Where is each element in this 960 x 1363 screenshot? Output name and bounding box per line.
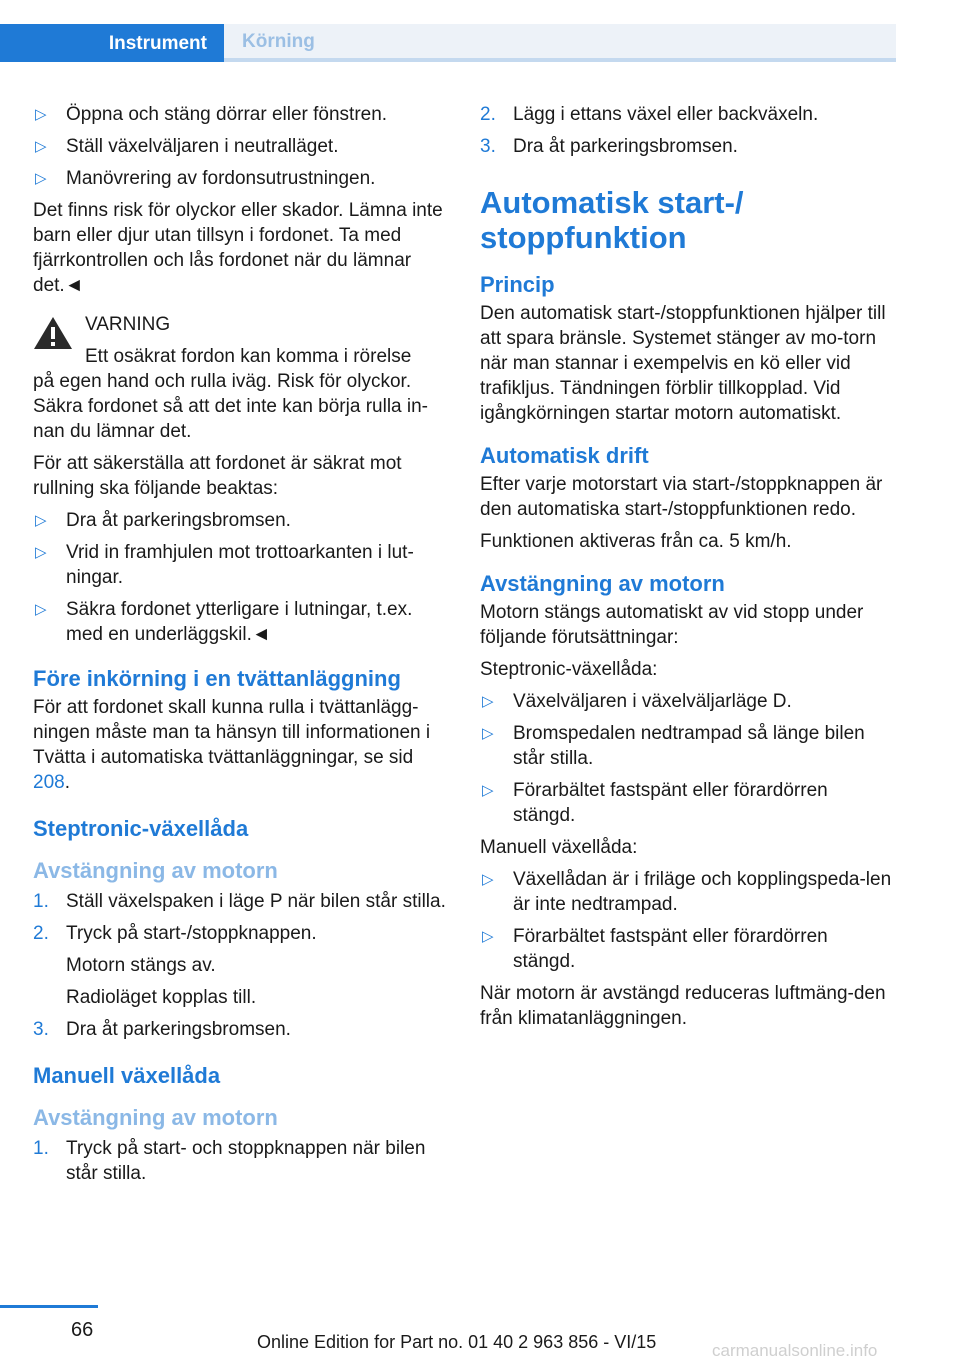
warning-title: VARNING	[85, 314, 171, 335]
triangle-bullet-icon: ▷	[35, 138, 47, 155]
heading-engine-off: Avstängning av motorn	[480, 571, 725, 596]
bullet-list-rolling	[33, 508, 449, 647]
triangle-bullet-icon: ▷	[35, 601, 47, 618]
rolling-paragraph: För att säkerställa att fordonet är säkrat mot rullning ska följande beaktas:	[33, 453, 402, 499]
triangle-bullet-icon: ▷	[482, 871, 494, 888]
tab-instrument[interactable]: Instrument	[0, 24, 224, 62]
list-item: 2. Lägg i ettans växel eller backväxeln.	[480, 104, 819, 125]
list-item: ▷ Manövrering av fordonsutrustningen.	[35, 168, 376, 189]
page-link[interactable]: 208	[33, 772, 65, 793]
numbered-list-manual	[33, 1136, 449, 1186]
list-item: 2. Tryck på start-/stoppknappen. Motorn stängs av. Radioläget kopplas till.	[33, 923, 317, 1008]
numbered-list-manual-cont	[480, 102, 893, 159]
heading-princip: Princip	[480, 272, 555, 297]
page-number: 66	[71, 1319, 94, 1341]
list-item: ▷ Öppna och stäng dörrar eller fönstren.	[35, 104, 388, 125]
triangle-bullet-icon: ▷	[35, 106, 47, 123]
numbered-list-steptronic	[33, 889, 449, 1042]
triangle-bullet-icon: ▷	[482, 693, 494, 710]
list-item: 1. Tryck på start- och stoppknappen när bilen står stilla.	[33, 1138, 426, 1184]
bullet-list-manual	[480, 867, 893, 974]
drift-paragraph: Efter varje motorstart via start-/stoppknappen är den automatiska start-/stoppfunktionen redo.	[480, 474, 883, 520]
list-item: 1. Ställ växelspaken i läge P när bilen står stilla.	[33, 891, 446, 912]
manual-label: Manuell växellåda:	[480, 837, 638, 858]
triangle-bullet-icon: ▷	[35, 512, 47, 529]
list-item: ▷ Vrid in framhjulen mot trottoarkanten i lut-ningar.	[35, 542, 414, 588]
engine-off-paragraph: Motorn stängs automatiskt av vid stopp under följande förutsättningar:	[480, 602, 864, 648]
steptronic-label: Steptronic-växellåda:	[480, 659, 658, 680]
list-item: ▷ Säkra fordonet ytterligare i lutningar, t.ex. med en underläggskil.◄	[35, 599, 413, 645]
warning-text-first: Ett osäkrat fordon kan komma i rörelse	[85, 346, 412, 367]
triangle-bullet-icon: ▷	[35, 544, 47, 561]
subheading-engine-off-1: Avstängning av motorn	[33, 858, 278, 883]
bullet-list-actions	[33, 102, 449, 191]
heading-steptronic: Steptronic-växellåda	[33, 816, 249, 841]
triangle-bullet-icon: ▷	[482, 782, 494, 799]
watermark: carmanualsonline.info	[712, 1341, 878, 1360]
warning-triangle-icon	[33, 316, 73, 350]
princip-paragraph: Den automatisk start-/stoppfunktionen hjälper till att spara bränsle. Systemet stänger av mo-torn när man stannar i exempelvis en kö eller vid trafikljus. Tändningen förblir tillkopplad. Vid igångkörningen startar motorn automatiskt.	[480, 303, 886, 424]
drift-paragraph-2: Funktionen aktiveras från ca. 5 km/h.	[480, 531, 792, 552]
footer-rule	[0, 1305, 98, 1308]
list-item: ▷ Förarbältet fastspänt eller förardörren stängd.	[482, 780, 828, 826]
warning-block	[33, 312, 449, 444]
heading-manual-gearbox: Manuell växellåda	[33, 1063, 221, 1088]
triangle-bullet-icon: ▷	[482, 928, 494, 945]
triangle-bullet-icon: ▷	[35, 170, 47, 187]
chapter-tabbar	[0, 24, 896, 62]
left-column	[33, 102, 449, 1193]
heading-auto-drift: Automatisk drift	[480, 443, 649, 468]
list-item: ▷ Förarbältet fastspänt eller förardörren stängd.	[482, 926, 828, 972]
edition-note: Online Edition for Part no. 01 40 2 963 856 - VI/15	[257, 1332, 657, 1352]
warning-text-rest: på egen hand och rulla iväg. Risk för olyckor. Säkra fordonet så att det inte kan börja rulla in-nan du lämnar det.	[33, 371, 429, 442]
tab-underline	[224, 58, 896, 62]
subheading-engine-off-2: Avstängning av motorn	[33, 1105, 278, 1130]
triangle-bullet-icon: ▷	[482, 725, 494, 742]
heading-car-wash: Före inkörning i en tvättanläggning	[33, 666, 401, 691]
list-item: ▷ Växellådan är i friläge och kopplingspeda-len är inte nedtrampad.	[482, 869, 892, 915]
list-item: 3. Dra åt parkeringsbromsen.	[33, 1019, 291, 1040]
tab-korning[interactable]: Körning	[224, 24, 896, 58]
list-item: ▷ Växelväljaren i växelväljarläge D.	[482, 691, 792, 712]
list-item: ▷ Ställ växelväljaren i neutralläget.	[35, 136, 339, 157]
car-wash-paragraph: För att fordonet skall kunna rulla i tvättanlägg-ningen måste man ta hänsyn till informationen i Tvätta i automatiska tvättanläggningar, se sid 208.	[33, 697, 431, 793]
list-item: ▷ Dra åt parkeringsbromsen.	[35, 510, 291, 531]
right-column	[480, 102, 893, 1038]
list-item: 3. Dra åt parkeringsbromsen.	[480, 136, 738, 157]
risk-paragraph: Det finns risk för olyckor eller skador. Lämna inte barn eller djur utan tillsyn i fordonet. Ta med fjärrkontrollen och lås fordonet när du lämnar det.◄	[33, 200, 443, 296]
bullet-list-steptronic	[480, 689, 893, 828]
list-item: ▷ Bromspedalen nedtrampad så länge bilen står stilla.	[482, 723, 865, 769]
climate-paragraph: När motorn är avstängd reduceras luftmäng-den från klimatanläggningen.	[480, 983, 886, 1029]
heading-auto-start-stop: Automatisk start-/ stoppfunktion	[480, 185, 744, 255]
